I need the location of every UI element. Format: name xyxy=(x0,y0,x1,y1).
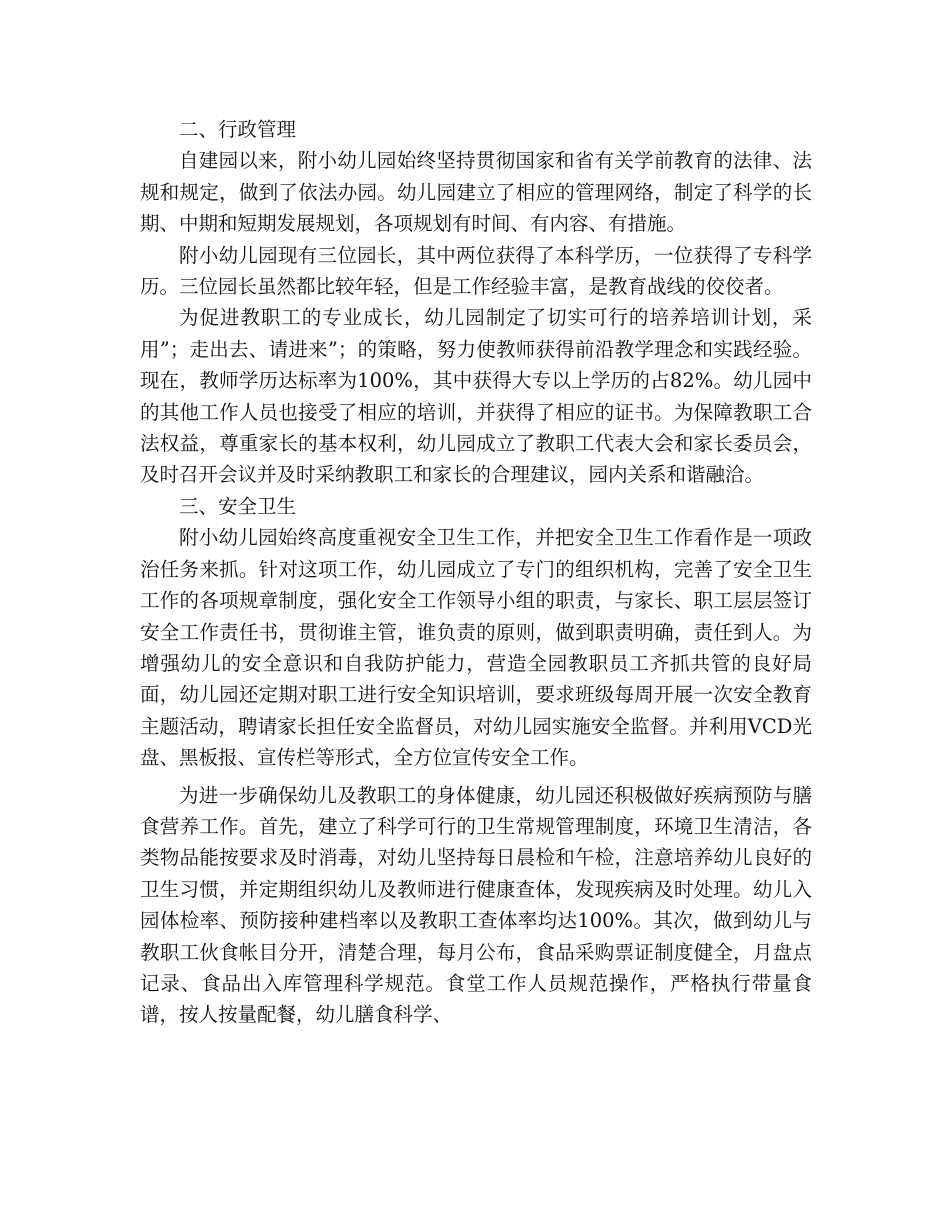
section-heading-admin: 二、行政管理 xyxy=(179,118,297,141)
paragraph-admin-2: 附小幼儿园现有三位园长，其中两位获得了本科学历，一位获得了专科学历。三位园长虽然都比较年轻，但是工作经验丰富，是教育战线的佼佼者。 xyxy=(140,243,812,299)
paragraph-safety-1: 附小幼儿园始终高度重视安全卫生工作，并把安全卫生工作看作是一项政治任务来抓。针对这项工作，幼儿园成立了专门的组织机构，完善了安全卫生工作的各项规章制度，强化安全工作领导小组的职责，与家长、职工层层签订安全工作责任书，贯彻谁主管，谁负责的原则，做到职责明确，责任到人。为增强幼儿的安全意识和自我防护能力，营造全园教职员工齐抓共管的良好局面，幼儿园还定期对职工进行安全知识培训，要求班级每周开展一次安全教育主题活动，聘请家长担任安全监督员，对幼儿园实施安全监督。并利用VCD光盘、黑板报、宣传栏等形式，全方位宣传安全工作。 xyxy=(140,526,812,770)
paragraph-admin-3: 为促进教职工的专业成长，幼儿园制定了切实可行的培养培训计划，采用”；走出去、请进来”；的策略，努力使教师获得前沿教学理念和实践经验。现在，教师学历达标率为100%，其中获得大专以上学历的占82%。幼儿园中的其他工作人员也接受了相应的培训，并获得了相应的证书。为保障教职工合法权益，尊重家长的基本权利，幼儿园成立了教职工代表大会和家长委员会，及时召开会议并及时采纳教职工和家长的合理建议，园内关系和谐融洽。 xyxy=(140,306,812,487)
section-heading-safety: 三、安全卫生 xyxy=(179,494,297,518)
paragraph-safety-2: 为进一步确保幼儿及教职工的身体健康，幼儿园还积极做好疾病预防与膳食营养工作。首先，建立了科学可行的卫生常规管理制度，环境卫生清洁，各类物品能按要求及时消毒，对幼儿坚持每日晨检和午检，注意培养幼儿良好的卫生习惯，并定期组织幼儿及教师进行健康查体，发现疾病及时处理。幼儿入园体检率、预防接种建档率以及教职工查体率均达100%。其次，做到幼儿与教职工伙食帐目分开，清楚合理，每月公布，食品采购票证制度健全，月盘点记录、食品出入库管理科学规范。食堂工作人员规范操作，严格执行带量食谱，按人按量配餐，幼儿膳食科学、 xyxy=(140,783,812,1027)
document-body xyxy=(140,114,812,1031)
paragraph-admin-1: 自建园以来，附小幼儿园始终坚持贯彻国家和省有关学前教育的法律、法规和规定，做到了依法办园。幼儿园建立了相应的管理网络，制定了科学的长期、中期和短期发展规划，各项规划有时间、有内容、有措施。 xyxy=(140,149,812,236)
